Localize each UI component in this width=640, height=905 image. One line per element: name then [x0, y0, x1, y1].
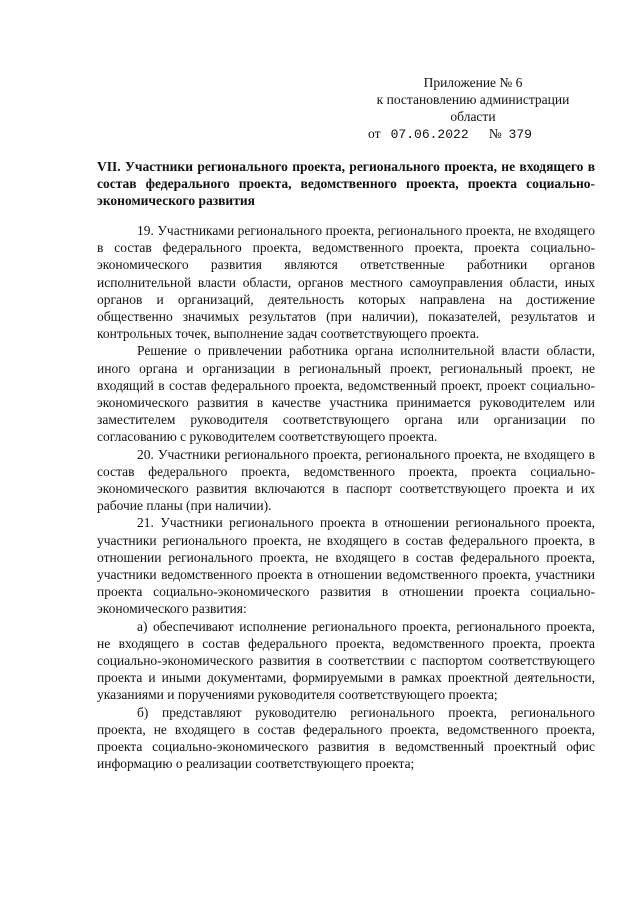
paragraph-decision: Решение о привлечении работника органа исполнительной власти области, иного органа и организации в региональный проект, региональный проект, не входящий в состав федерального проекта, ведомственный проект, проект социально-экономического развития в качестве участника принимается руководителем или заместителем руководителя соответствующего органа или организации по согласованию с руководителем соответствующего проекта. [97, 343, 595, 445]
annex-region: области [450, 109, 496, 124]
subparagraph-a: а) обеспечивают исполнение регионального проекта, регионального проекта, не входящего в состав федерального проекта, ведомственного проекта, проекта социально-экономического развития в соответствии с паспортом соответствующего проекта и иными документами, формируемыми в рамках проектной деятельности, указаниями и поручениями руководителя соответствующего проекта; [97, 618, 595, 703]
section-title: VII. Участники регионального проекта, регионального проекта, не входящего в состав федерального проекта, ведомственного проекта, проекта социально-экономического развития [97, 159, 595, 208]
paragraph-21: 21. Участники регионального проекта в отношении регионального проекта, участники регионального проекта, не входящего в состав федерального проекта, в отношении регионального проекта, не входящего в состав федерального проекта, участники ведомственного проекта в отношении ведомственного проекта, участники проекта социально-экономического развития в отношении проекта социально-экономического развития: [97, 515, 595, 617]
annex-no-sign: № [488, 126, 502, 141]
annex-date-line [360, 125, 586, 143]
document-body [97, 222, 595, 773]
paragraph-19: 19. Участниками регионального проекта, регионального проекта, не входящего в состав федерального проекта, ведомственного проекта, проекта социально-экономического развития являются ответственные работники органов исполнительной власти области, органов местного самоуправления области, иных органов и организаций, деятельность которых направлена на достижение общественно значимых результатов (при наличии), показателей, результатов и контрольных точек, выполнение задач соответствующего проекта. [97, 223, 595, 342]
annex-from: от [368, 126, 381, 141]
annex-decree-number: 379 [508, 127, 532, 142]
subparagraph-b: б) представляют руководителю регионального проекта, регионального проекта, не входящего в состав федерального проекта, ведомственного проекта, проекта социально-экономического развития в ведомственный проектный офис информацию о реализации соответствующего проекта; [97, 704, 595, 772]
paragraph-20: 20. Участники регионального проекта, регионального проекта, не входящего в состав федерального проекта, ведомственного проекта, проекта социально-экономического развития включаются в паспорт соответствующего проекта и их рабочие планы (при наличии). [97, 446, 595, 514]
annex-header [360, 74, 586, 143]
annex-date: 07.06.2022 [390, 127, 469, 142]
annex-decree: к постановлению администрации [376, 92, 570, 107]
annex-number: Приложение № 6 [423, 75, 523, 90]
